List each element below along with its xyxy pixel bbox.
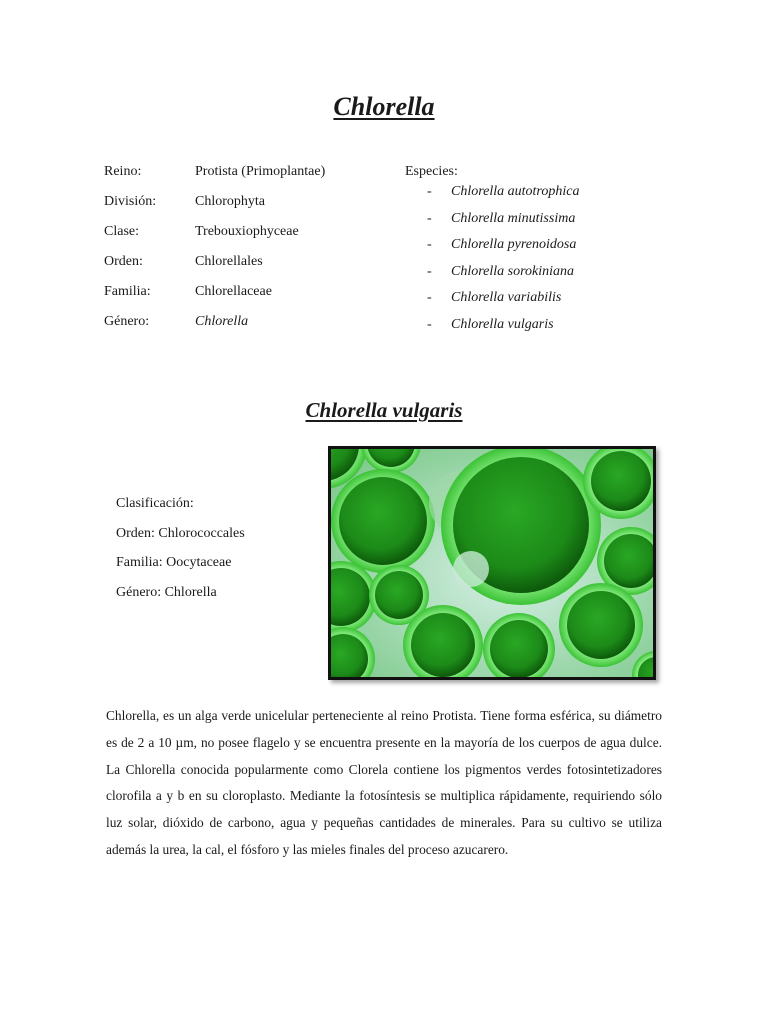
description-paragraph: Chlorella, es un alga verde unicelular perteneciente al reino Protista. Tiene forma esférica, su diámetro es de 2 a 10 µm, no posee flagelo y se encuentra presente en la mayoría de los cuerpos de agua dulce. La Chlorella conocida popularmente como Clorela contiene los pigmentos verdes fotosintetizadores clorofila a y b en su cloroplasto. Mediante la fotosíntesis se multiplica rápidamente, requiriendo sólo luz solar, dióxido de carbono, agua y pequeñas cantidades de minerales. Para su cultivo se utiliza además la urea, la cal, el fósforo y las mieles finales del proceso azucarero. — [106, 708, 662, 857]
dash-bullet: - — [427, 210, 432, 226]
species-name: Chlorella pyrenoidosa — [451, 237, 577, 253]
species-name: Chlorella sorokiniana — [451, 263, 575, 279]
taxonomy-row — [104, 224, 404, 254]
classification-family: Familia: Oocytaceae — [116, 555, 232, 571]
taxonomy-label: Género: — [104, 314, 150, 329]
dash-bullet: - — [427, 263, 432, 279]
page-title: Chlorella — [333, 92, 435, 121]
taxonomy-row — [104, 284, 404, 314]
taxonomy-value: Chlorellaceae — [195, 284, 272, 299]
chlorella-microscope-image — [328, 446, 656, 680]
taxonomy-value: Trebouxiophyceae — [195, 224, 299, 239]
species-name: Chlorella minutissima — [451, 210, 576, 226]
taxonomy-label: Reino: — [104, 164, 142, 179]
dash-bullet: - — [427, 237, 432, 253]
section-subtitle: Chlorella vulgaris — [305, 398, 463, 422]
taxonomy-value: Protista (Primoplantae) — [195, 164, 326, 179]
species-item — [405, 317, 705, 344]
species-item — [405, 290, 705, 317]
taxonomy-label: Clase: — [104, 224, 139, 239]
classification-genus: Género: Chlorella — [116, 585, 217, 601]
species-name: Chlorella autotrophica — [451, 184, 580, 199]
taxonomy-label: Orden: — [104, 254, 143, 269]
taxonomy-value: Chlorophyta — [195, 194, 265, 209]
species-heading: Especies: — [405, 164, 458, 179]
taxonomy-row — [104, 314, 404, 344]
species-item — [405, 184, 705, 211]
dash-bullet: - — [427, 316, 432, 332]
species-item — [405, 237, 705, 264]
classification-order: Orden: Chlorococcales — [116, 525, 245, 541]
species-list — [405, 164, 705, 344]
dash-bullet: - — [427, 290, 432, 306]
taxonomy-row — [104, 254, 404, 284]
species-item — [405, 211, 705, 238]
taxonomy-value: Chlorella — [195, 314, 249, 329]
taxonomy-row — [104, 164, 404, 194]
dash-bullet: - — [427, 184, 432, 199]
taxonomy-label: División: — [104, 194, 157, 209]
species-name: Chlorella variabilis — [451, 290, 562, 306]
taxonomy-label: Familia: — [104, 284, 151, 299]
classification-block — [116, 496, 245, 615]
species-name: Chlorella vulgaris — [451, 316, 554, 332]
classification-heading: Clasificación: — [116, 496, 194, 511]
taxonomy-table — [104, 164, 404, 344]
species-item — [405, 264, 705, 291]
chlorella-cells-illustration — [331, 449, 653, 677]
taxonomy-value: Chlorellales — [195, 254, 263, 269]
taxonomy-row — [104, 194, 404, 224]
